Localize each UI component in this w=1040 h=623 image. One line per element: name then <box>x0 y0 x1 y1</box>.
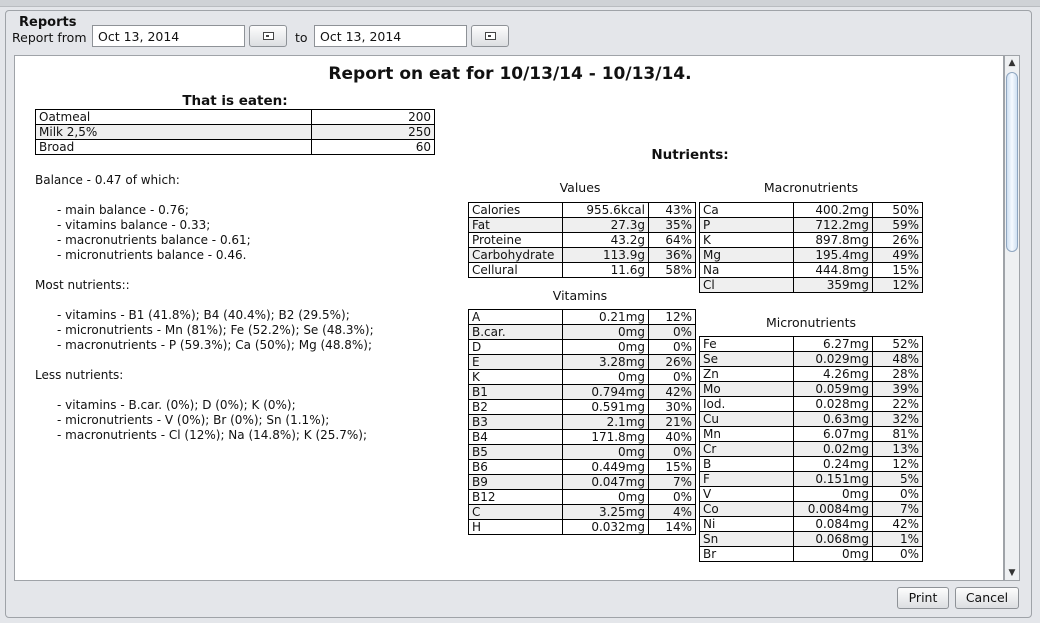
table-cell: 43.2g <box>563 233 649 248</box>
table-cell: 58% <box>649 263 696 278</box>
table-row <box>700 502 923 517</box>
table-cell: 28% <box>873 367 923 382</box>
table-cell: 0.449mg <box>563 460 649 475</box>
table-cell: 250 <box>312 125 435 140</box>
table-cell: 81% <box>873 427 923 442</box>
table-cell: 15% <box>873 263 923 278</box>
table-cell: 27.3g <box>563 218 649 233</box>
table-row <box>36 140 435 155</box>
table-cell: Br <box>700 547 794 562</box>
table-cell: B9 <box>469 475 563 490</box>
vitamins-table <box>468 309 696 535</box>
table-cell: 0mg <box>563 445 649 460</box>
table-cell: C <box>469 505 563 520</box>
table-cell: Proteine <box>469 233 563 248</box>
table-cell: 3.28mg <box>563 355 649 370</box>
less-item: - micronutrients - V (0%); Br (0%); Sn (1.1%); <box>57 413 330 427</box>
table-cell: 32% <box>873 412 923 427</box>
balance-item: - vitamins balance - 0.33; <box>57 218 211 232</box>
most-item: - macronutrients - P (59.3%); Ca (50%); Mg (48.8%); <box>57 338 373 352</box>
table-cell: 0.591mg <box>563 400 649 415</box>
eaten-table <box>35 109 435 155</box>
table-cell: B2 <box>469 400 563 415</box>
scroll-up-icon[interactable]: ▲ <box>1008 58 1016 68</box>
table-cell: Co <box>700 502 794 517</box>
report-scrollbar[interactable] <box>1004 55 1020 581</box>
table-cell: 113.9g <box>563 248 649 263</box>
most-item: - micronutrients - Mn (81%); Fe (52.2%); Se (48.3%); <box>57 323 374 337</box>
table-cell: 42% <box>873 517 923 532</box>
table-cell: 21% <box>649 415 696 430</box>
to-label: to <box>295 30 308 45</box>
table-row <box>700 278 923 293</box>
micro-caption: Micronutrients <box>765 315 857 330</box>
table-cell: B.car. <box>469 325 563 340</box>
table-row <box>469 370 696 385</box>
table-cell: Oatmeal <box>36 110 312 125</box>
less-item: - macronutrients - Cl (12%); Na (14.8%); K (25.7%); <box>57 428 368 442</box>
table-cell: Cellural <box>469 263 563 278</box>
table-row <box>469 505 696 520</box>
table-row <box>469 385 696 400</box>
table-cell: 7% <box>649 475 696 490</box>
table-cell: Calories <box>469 203 563 218</box>
nutrients-title: Nutrients: <box>651 147 729 163</box>
scroll-thumb[interactable] <box>1006 72 1018 252</box>
table-cell: 0.151mg <box>794 472 873 487</box>
table-cell: Milk 2,5% <box>36 125 312 140</box>
table-row <box>469 520 696 535</box>
balance-item: - main balance - 0.76; <box>57 203 189 217</box>
table-cell: 12% <box>873 278 923 293</box>
table-row <box>469 248 696 263</box>
values-table <box>468 202 696 278</box>
table-cell: 0mg <box>563 370 649 385</box>
table-cell: B6 <box>469 460 563 475</box>
table-cell: 64% <box>649 233 696 248</box>
table-row <box>700 233 923 248</box>
table-cell: B1 <box>469 385 563 400</box>
table-cell: 0.24mg <box>794 457 873 472</box>
table-cell: 0% <box>649 445 696 460</box>
report-title: Report on eat for 10/13/14 - 10/13/14. <box>328 64 692 84</box>
table-cell: K <box>469 370 563 385</box>
table-cell: 955.6kcal <box>563 203 649 218</box>
table-cell: 13% <box>873 442 923 457</box>
table-cell: 14% <box>649 520 696 535</box>
table-cell: B5 <box>469 445 563 460</box>
table-row <box>700 442 923 457</box>
table-cell: 11.6g <box>563 263 649 278</box>
balance-item: - micronutrients balance - 0.46. <box>57 248 247 262</box>
table-row <box>700 472 923 487</box>
table-cell: Na <box>700 263 794 278</box>
table-row <box>469 460 696 475</box>
window-top-edge <box>0 0 1040 7</box>
table-row <box>700 532 923 547</box>
table-cell: Cu <box>700 412 794 427</box>
table-cell: 22% <box>873 397 923 412</box>
balance-item: - macronutrients balance - 0.61; <box>57 233 251 247</box>
table-row <box>469 263 696 278</box>
table-row <box>469 233 696 248</box>
table-row <box>700 337 923 352</box>
table-cell: F <box>700 472 794 487</box>
table-cell: B4 <box>469 430 563 445</box>
eaten-title: That is eaten: <box>182 93 288 109</box>
table-cell: 195.4mg <box>794 248 873 263</box>
table-row <box>700 427 923 442</box>
group-title: Reports <box>16 15 79 30</box>
table-cell: D <box>469 340 563 355</box>
table-cell: 0mg <box>563 490 649 505</box>
table-cell: Ca <box>700 203 794 218</box>
most-item: - vitamins - B1 (41.8%); B4 (40.4%); B2 (29.5%); <box>57 308 350 322</box>
table-cell: Mg <box>700 248 794 263</box>
table-row <box>469 340 696 355</box>
cancel-button[interactable]: Cancel <box>955 587 1019 609</box>
table-cell: 0% <box>873 547 923 562</box>
table-cell: 0.794mg <box>563 385 649 400</box>
table-row <box>700 517 923 532</box>
table-row <box>469 490 696 505</box>
table-cell: P <box>700 218 794 233</box>
table-cell: Mo <box>700 382 794 397</box>
table-cell: 0.047mg <box>563 475 649 490</box>
table-cell: 0mg <box>563 325 649 340</box>
table-cell: 4.26mg <box>794 367 873 382</box>
table-cell: Iod. <box>700 397 794 412</box>
table-cell: K <box>700 233 794 248</box>
table-row <box>700 382 923 397</box>
table-cell: Zn <box>700 367 794 382</box>
table-cell: 7% <box>873 502 923 517</box>
macro-caption: Macronutrients <box>763 180 859 195</box>
table-row <box>700 547 923 562</box>
table-cell: 60 <box>312 140 435 155</box>
table-cell: 0.21mg <box>563 310 649 325</box>
table-row <box>469 203 696 218</box>
from-date-field[interactable]: Oct 13, 2014 <box>92 25 245 47</box>
table-row <box>700 487 923 502</box>
table-cell: 49% <box>873 248 923 263</box>
table-cell: Cr <box>700 442 794 457</box>
table-cell: 6.07mg <box>794 427 873 442</box>
table-cell: 3.25mg <box>563 505 649 520</box>
table-row <box>700 367 923 382</box>
table-cell: 26% <box>873 233 923 248</box>
table-cell: 1% <box>873 532 923 547</box>
table-cell: 0.032mg <box>563 520 649 535</box>
table-row <box>700 352 923 367</box>
table-cell: 0mg <box>794 487 873 502</box>
table-cell: 171.8mg <box>563 430 649 445</box>
table-cell: 59% <box>873 218 923 233</box>
macronutrients-table <box>699 202 923 293</box>
table-row <box>700 263 923 278</box>
micronutrients-table <box>699 336 923 562</box>
table-cell: Cl <box>700 278 794 293</box>
table-cell: 0.63mg <box>794 412 873 427</box>
table-cell: 36% <box>649 248 696 263</box>
table-cell: Carbohydrate <box>469 248 563 263</box>
table-cell: 0.029mg <box>794 352 873 367</box>
table-row <box>469 355 696 370</box>
values-caption: Values <box>559 180 601 195</box>
table-row <box>469 430 696 445</box>
table-cell: 12% <box>649 310 696 325</box>
table-row <box>700 397 923 412</box>
scroll-down-icon[interactable]: ▼ <box>1008 568 1016 578</box>
vitamins-caption: Vitamins <box>552 288 608 303</box>
table-cell: 0mg <box>563 340 649 355</box>
table-cell: 42% <box>649 385 696 400</box>
table-cell: 0.028mg <box>794 397 873 412</box>
table-cell: 0% <box>649 490 696 505</box>
table-cell: B <box>700 457 794 472</box>
table-row <box>469 325 696 340</box>
table-cell: 26% <box>649 355 696 370</box>
table-cell: H <box>469 520 563 535</box>
table-cell: 0mg <box>794 547 873 562</box>
table-cell: Se <box>700 352 794 367</box>
table-cell: B3 <box>469 415 563 430</box>
table-row <box>700 218 923 233</box>
table-cell: 0.059mg <box>794 382 873 397</box>
from-calendar-button[interactable] <box>249 25 287 47</box>
table-cell: 35% <box>649 218 696 233</box>
balance-heading: Balance - 0.47 of which: <box>35 173 180 187</box>
report-view <box>14 55 1004 581</box>
table-row <box>469 415 696 430</box>
report-from-label: Report from <box>12 30 87 45</box>
table-cell: Ni <box>700 517 794 532</box>
table-cell: 0.0084mg <box>794 502 873 517</box>
table-row <box>700 457 923 472</box>
table-cell: E <box>469 355 563 370</box>
table-cell: 0% <box>649 340 696 355</box>
table-cell: 0.068mg <box>794 532 873 547</box>
table-cell: 50% <box>873 203 923 218</box>
table-cell: 897.8mg <box>794 233 873 248</box>
table-cell: 6.27mg <box>794 337 873 352</box>
table-cell: Fat <box>469 218 563 233</box>
table-cell: 12% <box>873 457 923 472</box>
print-button[interactable]: Print <box>897 587 949 609</box>
table-row <box>36 110 435 125</box>
table-cell: 444.8mg <box>794 263 873 278</box>
table-cell: 52% <box>873 337 923 352</box>
table-row <box>469 475 696 490</box>
table-cell: Fe <box>700 337 794 352</box>
table-row <box>700 412 923 427</box>
table-cell: 0% <box>649 325 696 340</box>
table-row <box>469 310 696 325</box>
table-cell: B12 <box>469 490 563 505</box>
table-cell: 15% <box>649 460 696 475</box>
table-cell: 4% <box>649 505 696 520</box>
table-cell: V <box>700 487 794 502</box>
table-row <box>700 248 923 263</box>
table-cell: 43% <box>649 203 696 218</box>
table-cell: 0% <box>649 370 696 385</box>
table-row <box>469 400 696 415</box>
table-cell: Sn <box>700 532 794 547</box>
table-cell: 39% <box>873 382 923 397</box>
calendar-icon <box>263 32 274 40</box>
table-cell: 0% <box>873 487 923 502</box>
to-calendar-button[interactable] <box>471 25 509 47</box>
table-cell: 0.02mg <box>794 442 873 457</box>
table-cell: Mn <box>700 427 794 442</box>
table-cell: 0.084mg <box>794 517 873 532</box>
table-cell: Broad <box>36 140 312 155</box>
table-row <box>469 445 696 460</box>
table-cell: 48% <box>873 352 923 367</box>
table-row <box>469 218 696 233</box>
table-cell: 30% <box>649 400 696 415</box>
table-cell: 712.2mg <box>794 218 873 233</box>
less-heading: Less nutrients: <box>35 368 124 382</box>
less-item: - vitamins - B.car. (0%); D (0%); K (0%); <box>57 398 296 412</box>
table-cell: 200 <box>312 110 435 125</box>
table-cell: 359mg <box>794 278 873 293</box>
table-cell: 400.2mg <box>794 203 873 218</box>
table-cell: 5% <box>873 472 923 487</box>
table-row <box>36 125 435 140</box>
most-heading: Most nutrients:: <box>35 278 130 292</box>
table-cell: 40% <box>649 430 696 445</box>
table-row <box>700 203 923 218</box>
table-cell: A <box>469 310 563 325</box>
calendar-icon <box>485 32 496 40</box>
to-date-field[interactable]: Oct 13, 2014 <box>314 25 467 47</box>
table-cell: 2.1mg <box>563 415 649 430</box>
